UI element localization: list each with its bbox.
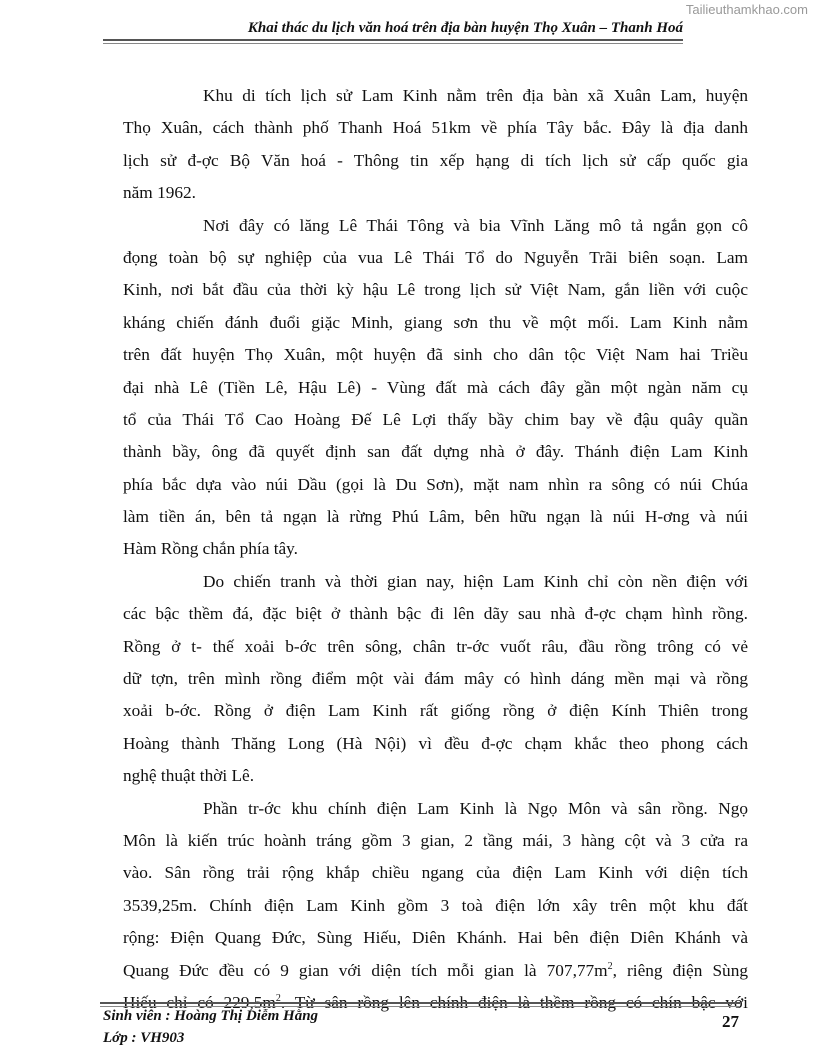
paragraph: [123, 566, 748, 793]
text-line: trên đất huyện Thọ Xuân, một huyện đã sinh cho dân tộc Việt Nam hai Triều: [123, 345, 748, 365]
superscript: 2: [275, 992, 281, 1004]
text-line: Khu di tích lịch sử Lam Kinh nằm trên địa bàn xã Xuân Lam, huyện: [203, 86, 748, 105]
text-line: đại nhà Lê (Tiền Lê, Hậu Lê) - Vùng đất mà cách đây gần một ngàn năm cụ: [123, 377, 748, 397]
text-line: Hoàng thành Thăng Long (Hà Nội) vì đều đ-ợc chạm khắc theo phong cách: [123, 733, 748, 753]
text-line: xoải b-ớc. Rồng ở điện Lam Kinh rất giống rồng ở điện Kính Thiên trong: [123, 701, 748, 721]
text-segment: Quang Đức đều có 9 gian với diện tích mỗi gian là 707,77m: [123, 960, 608, 980]
text-line: dữ tợn, trên mình rồng điểm một vài đám mây có hình dáng mền mại và rồng: [123, 669, 748, 689]
watermark: Tailieuthamkhao.com: [685, 2, 808, 17]
text-line: phía bắc dựa vào núi Dầu (gọi là Du Sơn), mặt nam nhìn ra sông có núi Chúa: [123, 474, 748, 494]
footer-student-name: Sinh viên : Hoàng Thị Diễm Hằng: [103, 1008, 319, 1024]
text-line: Môn là kiến trúc hoành tráng gồm 3 gian, 2 tầng mái, 3 hàng cột và 3 cửa ra: [123, 830, 748, 850]
document-body: [123, 80, 748, 1019]
text-line: Rồng ở t- thế xoải b-ớc trên sông, chân tr-ớc vuốt râu, đầu rồng trông có vẻ: [123, 636, 748, 656]
header-rule: [103, 39, 683, 44]
page-number: 27: [722, 1012, 739, 1031]
text-segment: Hiếu chỉ có 229,5m: [123, 992, 276, 1012]
text-line: nghệ thuật thời Lê.: [123, 766, 255, 786]
text-line: 3539,25m. Chính điện Lam Kinh gồm 3 toà điện lớn xây trên một khu đất: [123, 895, 748, 915]
text-line: làm tiền án, bên tả ngạn là rừng Phú Lâm, bên hữu ngạn là núi H-ơng và núi: [123, 507, 748, 527]
paragraph: [123, 80, 748, 210]
text-line: kháng chiến đánh đuổi giặc Minh, giang sơn thu về một mối. Lam Kinh nằm: [123, 312, 748, 332]
footer-class: Lớp : VH903: [103, 1030, 185, 1046]
running-header: Khai thác du lịch văn hoá trên địa bàn huyện Thọ Xuân – Thanh Hoá: [247, 20, 683, 36]
text-line: đọng toàn bộ sự nghiệp của vua Lê Thái Tổ do Nguyễn Trãi biên soạn. Lam: [123, 247, 748, 267]
text-segment: . Từ sân rồng lên chính điện là thềm rồng có chín bậc với: [280, 992, 748, 1012]
paragraph: [123, 793, 748, 1020]
text-line: vào. Sân rồng trải rộng khắp chiều ngang của điện Lam Kinh với diện tích: [123, 863, 748, 883]
text-line: các bậc thềm đá, đặc biệt ở thành bậc đi lên dãy sau nhà đ-ợc chạm hình rồng.: [123, 604, 748, 624]
text-line: Hàm Rồng chắn phía tây.: [123, 539, 299, 559]
text-line: Nơi đây có lăng Lê Thái Tông và bia Vĩnh Lăng mô tả ngắn gọn cô: [203, 215, 748, 235]
text-line: Thọ Xuân, cách thành phố Thanh Hoá 51km về phía Tây bắc. Đây là địa danh: [123, 118, 748, 138]
text-line: năm 1962.: [123, 183, 196, 203]
text-line: [123, 955, 748, 987]
paragraph: [123, 210, 748, 566]
text-segment: , riêng điện Sùng: [612, 960, 748, 980]
text-line: Phần tr-ớc khu chính điện Lam Kinh là Ngọ Môn và sân rồng. Ngọ: [203, 798, 748, 818]
text-line: Kinh, nơi bắt đầu của thời kỳ hậu Lê trong lịch sử Việt Nam, gắn liền với cuộc: [123, 280, 748, 300]
text-line: rộng: Điện Quang Đức, Sùng Hiếu, Diên Khánh. Hai bên điện Diên Khánh và: [123, 928, 748, 948]
superscript: 2: [607, 960, 613, 972]
text-line: lịch sử đ-ợc Bộ Văn hoá - Thông tin xếp hạng di tích lịch sử cấp quốc gia: [123, 150, 748, 170]
text-line: tổ của Thái Tổ Cao Hoàng Đế Lê Lợi thấy bầy chim bay về đậu quây quần: [123, 409, 748, 429]
text-line: Do chiến tranh và thời gian nay, hiện Lam Kinh chỉ còn nền điện với: [203, 571, 748, 591]
text-line: thành bầy, ông đã quyết định san đất dựng nhà ở đây. Thánh điện Lam Kinh: [123, 442, 748, 462]
